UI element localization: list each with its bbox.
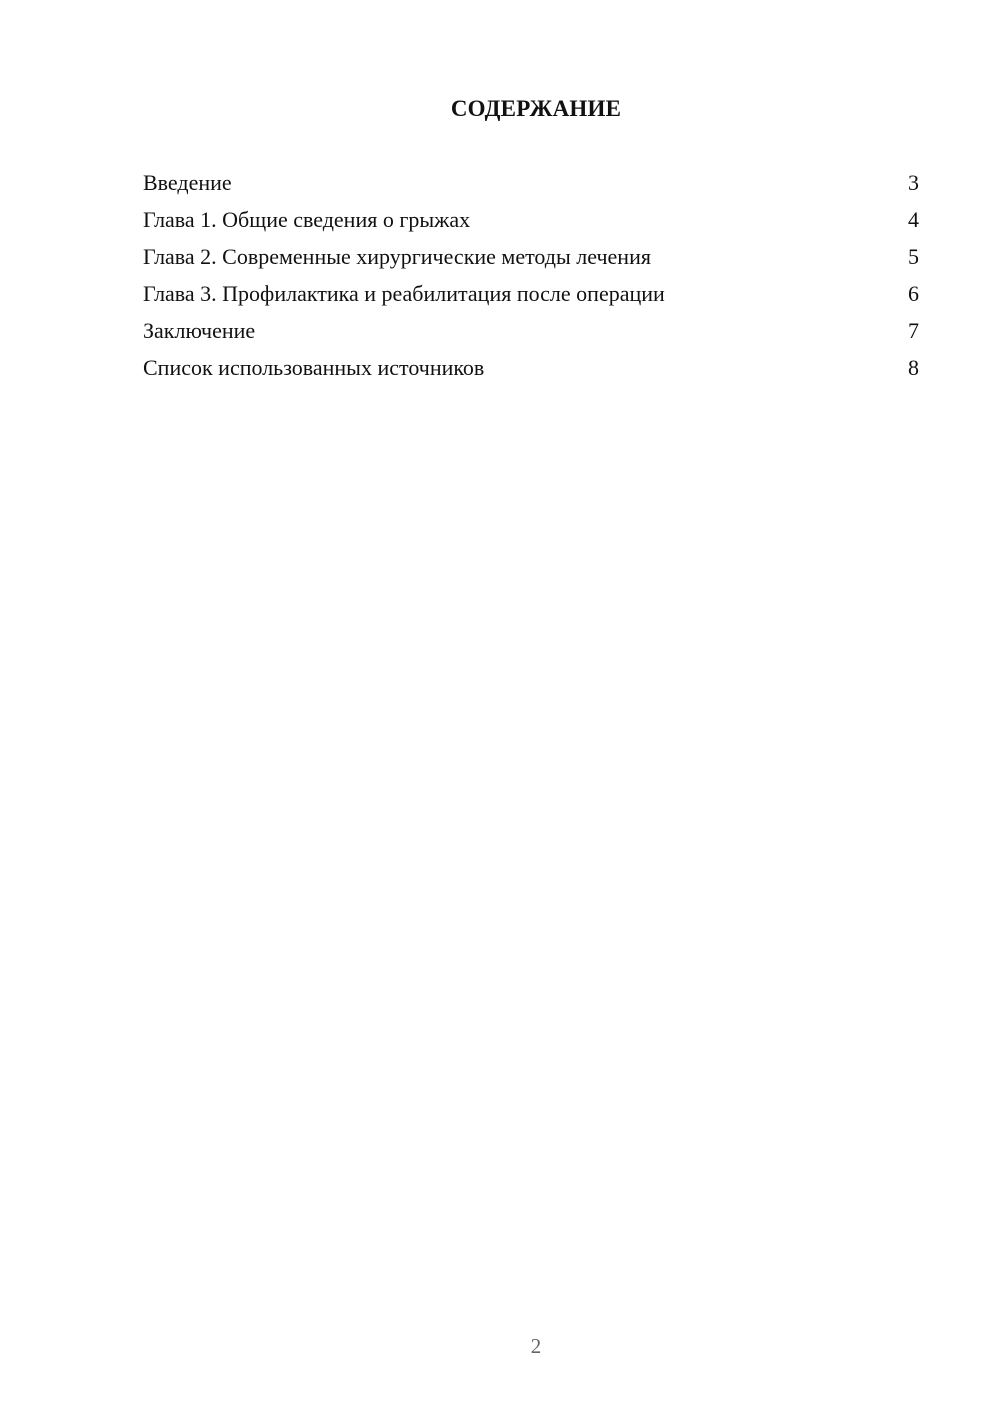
- toc-entry: [143, 170, 919, 207]
- toc-entry-label: Глава 3. Профилактика и реабилитация после операции: [143, 281, 665, 306]
- toc-entry-page: 4: [908, 207, 919, 232]
- page-number: 2: [530, 1334, 542, 1358]
- toc-entry-label: Глава 2. Современные хирургические методы лечения: [143, 244, 651, 269]
- toc-entry-page: 6: [908, 281, 919, 306]
- page-title: СОДЕРЖАНИЕ: [450, 96, 622, 121]
- table-of-contents: [143, 170, 919, 392]
- toc-entry-label: Введение: [143, 170, 232, 195]
- toc-entry-page: 8: [908, 355, 919, 380]
- toc-entry-page: 7: [908, 318, 919, 343]
- toc-entry: [143, 244, 919, 281]
- toc-entry-label: Заключение: [143, 318, 256, 343]
- toc-entry: [143, 355, 919, 392]
- toc-entry: [143, 318, 919, 355]
- toc-entry-label: Глава 1. Общие сведения о грыжах: [143, 207, 471, 232]
- toc-entry: [143, 281, 919, 318]
- toc-entry-page: 3: [908, 170, 919, 195]
- toc-entry-page: 5: [908, 244, 919, 269]
- toc-entry-label: Список использованных источников: [143, 355, 485, 380]
- toc-entry: [143, 207, 919, 244]
